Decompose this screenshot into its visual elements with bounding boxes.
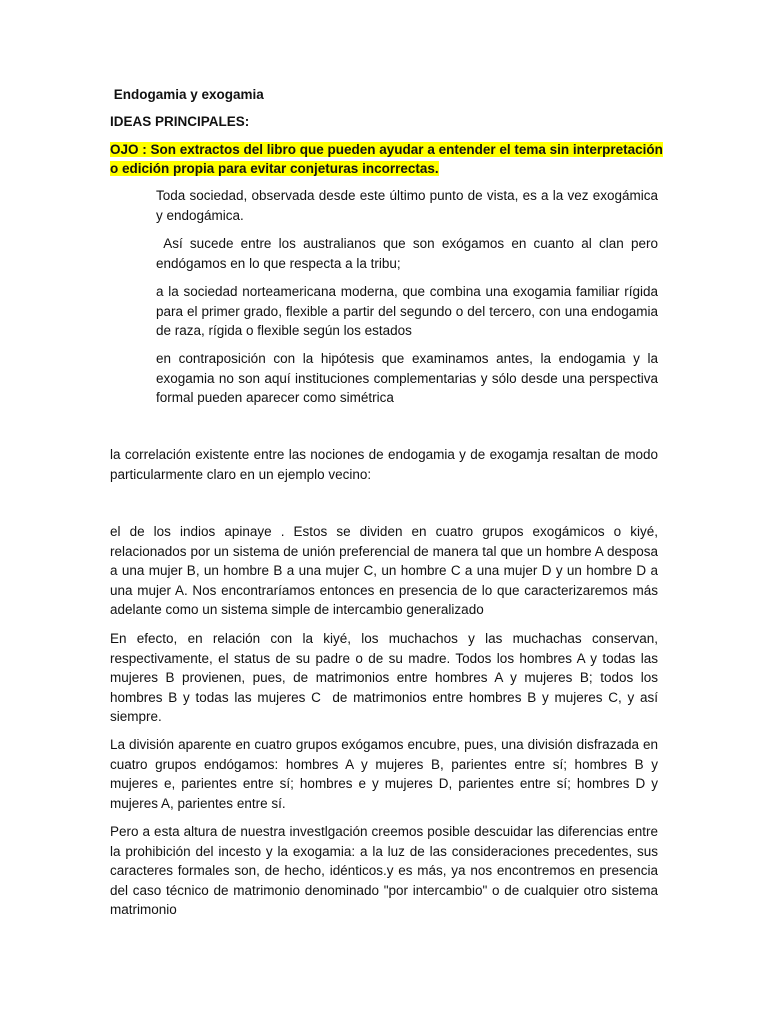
quote-paragraph: a la sociedad norteamericana moderna, que combina una exogamia familiar rígida para el primer grado, flexible a partir del segundo o del tercero, con una endogamia de raza, rígida o flexible según los estados xyxy=(156,284,658,338)
section-heading: IDEAS PRINCIPALES: xyxy=(110,114,250,129)
body-paragraph: En efecto, en relación con la kiyé, los muchachos y las muchachas conservan, respectivamente, el status de su padre o de su madre. Todos los hombres A y todas las mujeres B provienen, pues, de matrimonios entre hombres A y mujeres B; todos los hombres B y todas las mujeres C de matrimonios entre hombres B y mujeres C, y así siempre. xyxy=(110,631,662,724)
notice-text: OJO : Son extractos del libro que pueden ayudar a entender el tema sin interpretación o edición propia para evitar conjeturas incorrectas. xyxy=(110,142,663,176)
quote-paragraph: en contraposición con la hipótesis que examinamos antes, la endogamia y la exogamia no son aquí instituciones complementarias y sólo desde una perspectiva formal pueden aparecer como simétrica xyxy=(156,351,658,405)
document-title: Endogamia y exogamia xyxy=(110,87,264,102)
highlighted-notice xyxy=(110,140,670,178)
body-paragraph: la correlación existente entre las nociones de endogamia y de exogamja resaltan de modo particularmente claro en un ejemplo vecino: xyxy=(110,447,658,482)
quote-paragraph: Así sucede entre los australianos que son exógamos en cuanto al clan pero endógamos en lo que respecta a la tribu; xyxy=(156,236,662,271)
body-paragraph: La división aparente en cuatro grupos exógamos encubre, pues, una división disfrazada en cuatro grupos endógamos: hombres A y mujeres B, parientes entre sí; hombres B y mujeres e, parientes entre sí; hombres e y mujeres D, parientes entre sí; hombres D y mujeres A, parientes entre sí. xyxy=(110,737,658,811)
quote-paragraph: Toda sociedad, observada desde este último punto de vista, es a la vez exogámica y endogámica. xyxy=(156,188,658,223)
body-paragraph: Pero a esta altura de nuestra investlgación creemos posible descuidar las diferencias entre la prohibición del incesto y la exogamia: a la luz de las consideraciones precedentes, sus caracteres formales son, de hecho, idénticos.y es más, ya nos encontremos en presencia del caso técnico de matrimonio denominado "por intercambio" o de cualquier otro sistema matrimonio xyxy=(110,824,658,917)
body-paragraph: el de los indios apinaye . Estos se dividen en cuatro grupos exogámicos o kiyé, relacionados por un sistema de unión preferencial de manera tal que un hombre A desposa a una mujer B, un hombre B a una mujer C, un hombre C a una mujer D y un hombre D a una mujer A. Nos encontraríamos entonces en presencia de lo que caracterizaremos más adelante como un sistema simple de intercambio generalizado xyxy=(110,524,658,617)
